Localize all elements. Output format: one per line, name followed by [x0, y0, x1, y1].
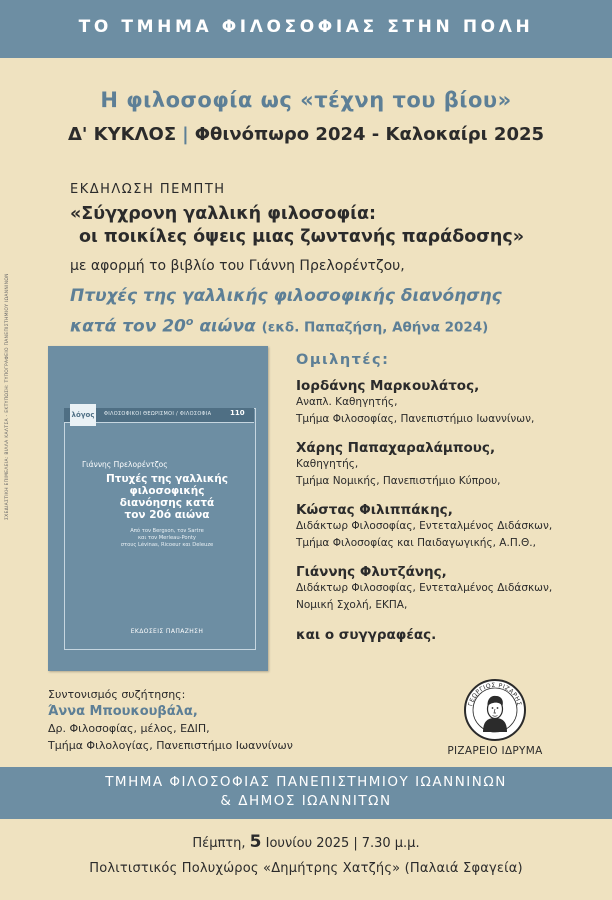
coordinator-name: Άννα Μπουκουβάλα — [48, 704, 193, 719]
cover-subtitle-line2: και τον Merleau-Ponty — [137, 535, 196, 541]
speaker-name: Κώστας Φιλιππάκης — [296, 502, 448, 518]
top-banner — [0, 0, 612, 58]
cycle-label: Δ' ΚΥΚΛΟΣ — [67, 124, 177, 145]
speakers-heading: Ομιλητές: — [296, 352, 390, 368]
speaker-markoulatos: Ιορδάνης Μαρκουλάτος, Αναπλ. Καθηγητής, Τμήμα Φιλοσοφίας, Πανεπιστήμιο Ιωαννίνων, — [296, 378, 534, 428]
speaker-affiliation: Τμήμα Νομικής, Πανεπιστήμιο Κύπρου, — [296, 475, 501, 487]
speaker-name: Χάρης Παπαχαραλάμπους — [296, 440, 490, 456]
speaker-flytzanis: Γιάννης Φλυτζάνης, Διδάκτωρ Φιλοσοφίας, Εντεταλμένος Διδάσκων, Νομική Σχολή, ΕΚΠΑ, — [296, 564, 552, 614]
event-month-year: Ιουνίου 2025 — [265, 836, 350, 851]
cover-author: Γιάννης Πρελορέντζος — [82, 460, 168, 469]
and-the-author: και ο συγγραφέας. — [296, 627, 437, 643]
cover-subtitle-line3: στους Lévinas, Ricoeur και Deleuze — [120, 542, 214, 548]
cycle-line — [0, 124, 612, 145]
season-label: Φθινόπωρο 2024 - Καλοκαίρι 2025 — [194, 124, 545, 145]
lecture-title — [70, 203, 524, 249]
speaker-role: Αναπλ. Καθηγητής, — [296, 396, 398, 408]
coordinator-affiliation: Τμήμα Φιλολογίας, Πανεπιστήμιο Ιωαννίνων — [48, 739, 293, 752]
lecture-title-line2: οι ποικίλες όψεις μιας ζωντανής παράδοσης» — [79, 227, 525, 247]
occasion-text: με αφορμή το βιβλίο του Γιάννη Πρελορέντζου, — [70, 258, 405, 274]
organizers-banner — [0, 767, 612, 819]
cover-publisher: ΕΚΔΟΣΕΙΣ ΠΑΠΑΖΗΣΗ — [130, 628, 204, 635]
event-label: ΕΚΔΗΛΩΣΗ ΠΕΜΠΤΗ — [70, 182, 226, 197]
speaker-affiliation: Τμήμα Φιλοσοφίας και Παιδαγωγικής, Α.Π.Θ., — [296, 537, 536, 549]
event-weekday: Πέμπτη, — [192, 836, 246, 851]
event-venue: Πολιτιστικός Πολυχώρος «Δημήτρης Χατζής» (Παλαιά Σφαγεία) — [89, 861, 523, 876]
speaker-role: Καθηγητής, — [296, 458, 359, 470]
event-day: 5 — [249, 832, 262, 852]
speaker-name: Ιορδάνης Μαρκουλάτος — [296, 378, 475, 394]
series-title: Η φιλοσοφία ως «τέχνη του βίου» — [100, 88, 512, 112]
coordinator-role: Δρ. Φιλοσοφίας, μέλος, ΕΔΙΠ, — [48, 722, 210, 735]
cover-title-line2: φιλοσοφικής — [129, 485, 205, 497]
book-title — [70, 284, 502, 341]
organizer-municipality: & ΔΗΜΟΣ ΙΩΑΝΝΙΤΩΝ — [220, 793, 392, 809]
date-time-separator: | — [353, 836, 358, 851]
cover-series-name: ΦΙΛΟΣΟΦΙΚΟΙ ΘΕΩΡΙΣΜΟΙ / ΦΙΛΟΣΟΦΙΑ — [104, 411, 212, 417]
speaker-affiliation: Νομική Σχολή, ΕΚΠΑ, — [296, 599, 408, 611]
seal-inscription: ΓΕΩΡΓΙΟΣ ΡΙΖΑΡΗΣ — [467, 681, 523, 707]
cover-title-line1: Πτυχές της γαλλικής — [105, 473, 229, 485]
book-title-line2-end: αιώνα — [193, 316, 256, 337]
lecture-title-line1: «Σύγχρονη γαλλική φιλοσοφία: — [70, 204, 376, 224]
book-cover — [48, 346, 268, 671]
cover-logo: λόγος — [70, 404, 96, 426]
coordination-label: Συντονισμός συζήτησης: — [48, 688, 186, 701]
book-title-line2 — [70, 309, 502, 341]
book-publisher-info: (εκδ. Παπαζήση, Αθήνα 2024) — [261, 319, 489, 336]
cycle-separator: | — [182, 124, 189, 145]
speaker-name: Γιάννης Φλυτζάνης — [296, 564, 442, 580]
speaker-role: Διδάκτωρ Φιλοσοφίας, Εντεταλμένος Διδάσκων, — [296, 582, 553, 594]
event-date-time — [0, 832, 612, 852]
speaker-filippakis: Κώστας Φιλιππάκης, Διδάκτωρ Φιλοσοφίας, Εντεταλμένος Διδάσκων, Τμήμα Φιλοσοφίας και Παιδαγωγικής, Α.Π.Θ., — [296, 502, 552, 552]
cover-series-number: 110 — [230, 409, 245, 417]
speaker-affiliation: Τμήμα Φιλοσοφίας, Πανεπιστήμιο Ιωαννίνων, — [296, 413, 535, 425]
coordination-block: Συντονισμός συζήτησης: Άννα Μπουκουβάλα, Δρ. Φιλοσοφίας, μέλος, ΕΔΙΠ, Τμήμα Φιλολογίας, Πανεπιστήμιο Ιωαννίνων — [48, 688, 293, 752]
event-time: 7.30 μ.μ. — [361, 836, 420, 851]
book-title-line2-start: κατά τον 20 — [70, 316, 186, 337]
cover-subtitle-line1: Από τον Bergson, τον Sartre — [130, 528, 204, 534]
speaker-role: Διδάκτωρ Φιλοσοφίας, Εντεταλμένος Διδάσκων, — [296, 520, 553, 532]
department-in-city-title: ΤΟ ΤΜΗΜΑ ΦΙΛΟΣΟΦΙΑΣ ΣΤΗΝ ΠΟΛΗ — [78, 17, 534, 37]
organizer-department: ΤΜΗΜΑ ΦΙΛΟΣΟΦΙΑΣ ΠΑΝΕΠΙΣΤΗΜΙΟΥ ΙΩΑΝΝΙΝΩΝ — [105, 774, 507, 790]
cover-title — [82, 473, 252, 521]
book-title-line1: Πτυχές της γαλλικής φιλοσοφικής διανόησης — [70, 286, 502, 306]
cover-title-line3: διανόησης κατά — [119, 497, 215, 509]
cover-subtitle — [82, 528, 252, 549]
cover-title-line4: τον 20ό αιώνα — [124, 509, 210, 521]
book-title-superscript: ο — [185, 315, 194, 328]
foundation-name: ΡΙΖΑΡΕΙΟ ΙΔΡΥΜΑ — [447, 745, 543, 757]
design-credit: ΣΧΕΔΙΑΣΤΙΚΗ ΕΠΙΜΕΛΕΙΑ: ΒΙΛΛΑ ΚΑΛΤΣΑ - ΕΚΤΥΠΩΣΗ: ΤΥΠΟΓΡΑΦΕΙΟ ΠΑΝΕΠΙΣΤΗΜΙΟΥ ΙΩΑΝΝΙΝΩΝ — [5, 273, 10, 520]
speaker-papacharalambous: Χάρης Παπαχαραλάμπους, Καθηγητής, Τμήμα Νομικής, Πανεπιστήμιο Κύπρου, — [296, 440, 501, 490]
rizareio-seal — [463, 678, 527, 742]
